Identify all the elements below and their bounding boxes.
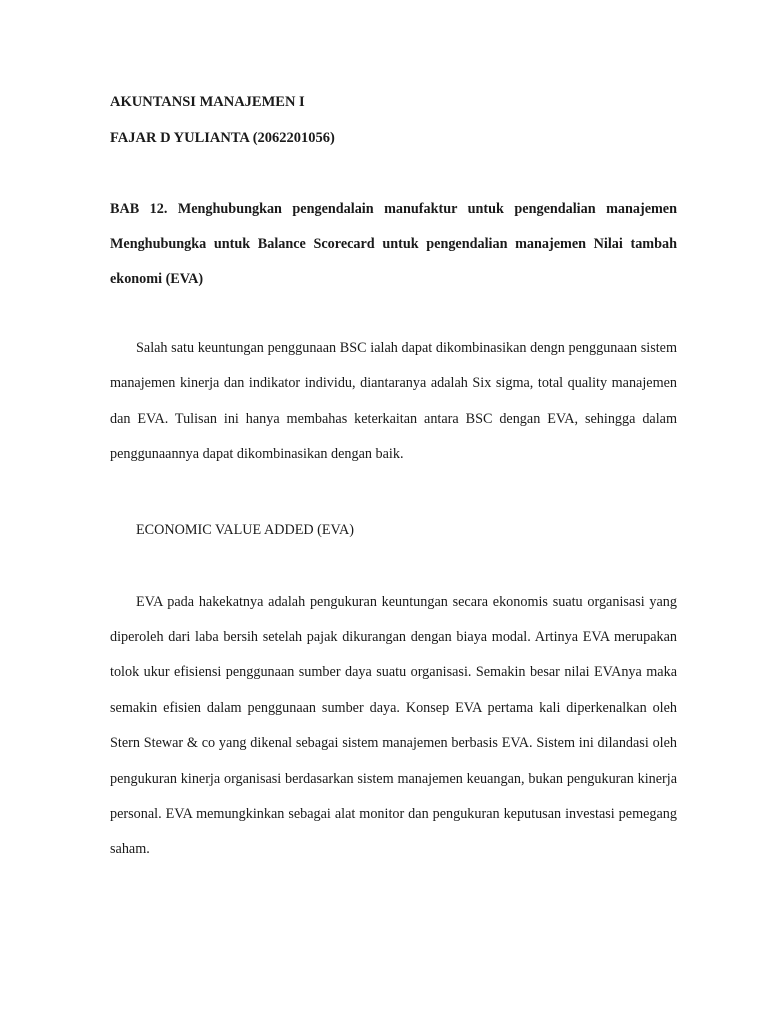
section-heading: ECONOMIC VALUE ADDED (EVA): [136, 521, 354, 538]
course-title: AKUNTANSI MANAJEMEN I: [110, 94, 305, 110]
paragraph-eva: EVA pada hakekatnya adalah pengukuran keuntungan secara ekonomis suatu organisasi yang diperoleh dari laba bersih setelah pajak dikurangan dengan biaya modal. Artinya EVA merupakan tolok ukur efisiensi penggunaan sumber daya suatu organisasi. Semakin besar nilai EVAnya maka semakin efisien dalam penggunaan sumber daya. Konsep EVA pertama kali diperkenalkan oleh Stern Stewar & co yang dikenal sebagai sistem manajemen berbasis EVA. Sistem ini dilandasi oleh pengukuran kinerja organisasi berdasarkan sistem manajemen keuangan, bukan pengukuran kinerja personal. EVA memungkinkan sebagai alat monitor dan pengukuran keputusan investasi pemegang saham.: [110, 593, 677, 858]
author-line: FAJAR D YULIANTA (2062201056): [110, 130, 335, 146]
paragraph-bsc: Salah satu keuntungan penggunaan BSC ialah dapat dikombinasikan dengn penggunaan sistem manajemen kinerja dan indikator individu, diantaranya adalah Six sigma, total quality manajemen dan EVA. Tulisan ini hanya membahas keterkaitan antara BSC dengan EVA, sehingga dalam penggunaannya dapat dikombinasikan dengan baik.: [110, 340, 677, 463]
document-body: [110, 92, 677, 868]
chapter-title: BAB 12. Menghubungkan pengendalain manufaktur untuk pengendalian manajemen Menghubungka untuk Balance Scorecard untuk pengendalian manajemen Nilai tambah ekonomi (EVA): [110, 201, 677, 287]
